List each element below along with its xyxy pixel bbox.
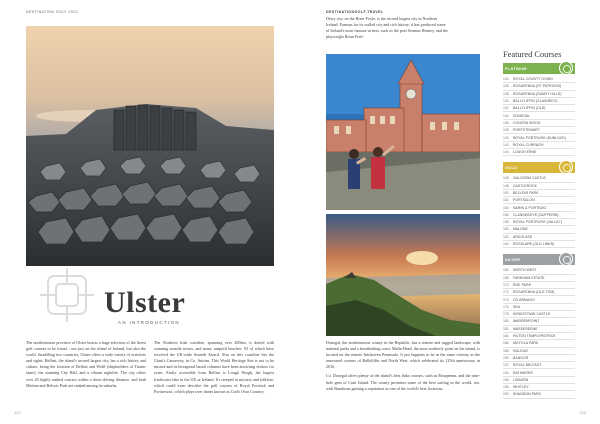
course-page-number: 146 [503,176,509,181]
course-list-item[interactable] [503,175,575,182]
course-list-item[interactable] [503,289,575,296]
course-page-number: 152 [503,198,509,203]
course-page-number: 142 [503,142,509,147]
section-header [503,162,575,173]
course-name: MALONE [513,227,528,232]
body-columns-left [26,340,274,395]
course-page-number: 132 [503,106,509,111]
course-list-item[interactable] [503,183,575,190]
derry-guildhall-photo [326,54,480,210]
section-label: SILVER [505,257,521,262]
course-page-number: 124 [503,77,509,82]
course-list-item[interactable] [503,275,575,282]
section-header [503,63,575,74]
course-list-item[interactable] [503,267,575,274]
course-page-number: 162 [503,234,509,239]
course-list-item[interactable] [503,91,575,98]
course-page-number: 188 [503,348,509,353]
course-name: RATHMORE [513,370,533,375]
course-page-number: 164 [503,242,509,247]
right-page [300,0,600,424]
body-column: The Northern Irish coastline, spanning over 200km, is dotted with stunning seaside towns, and many unspoilt beaches. 93 of which have received the UK-wide Seaside Award. Also on this coastline lies the Giant's Causeway, in Co. Antrim. This World Heritage Site is not to be missed and its hexagonal basalt columns have been attracting visitors for years. Easily accessible from Belfast is Lough Neagh, the largest freshwater lake in the UK or Ireland. It's steeped in mystery and folklore, which could even describe the golf courses of Royal Portrush and Portstewart, which plays over dunes known as God's Own Country. [154,340,274,394]
course-name: SEA [513,304,521,309]
course-name: HILTON TEMPLEPATRICK [513,334,556,339]
course-name: PORTSTEWART [513,128,540,133]
course-list-item[interactable] [503,362,575,369]
course-name: MOYOLA PARK [513,341,539,346]
course-name: CONCRA WOOD [513,120,541,125]
course-name: ROSAPENNA (SANDY HILLS) [513,91,562,96]
course-list-item[interactable] [503,149,575,156]
course-page-number: 134 [503,113,509,118]
course-page-number: 168 [503,275,509,280]
page-number-left: 122 [14,410,21,415]
course-name: ROSAPENNA (ST PATRICKS) [513,84,562,89]
course-list-item[interactable] [503,296,575,303]
course-page-number: 140 [503,135,509,140]
course-name: MASSEREENE [513,326,538,331]
course-page-number: 172 [503,290,509,295]
course-list-item[interactable] [503,112,575,119]
course-list-item[interactable] [503,226,575,233]
course-list-item[interactable] [503,384,575,391]
featured-courses-sidebar [503,50,575,405]
course-name: WHITLEY [513,385,529,390]
course-name: ROYAL PORTRUSH (DUNLUCE) [513,135,567,140]
course-name: KIRKISTOWN CASTLE [513,312,551,317]
course-list-item[interactable] [503,282,575,289]
giants-causeway-illustration [26,26,274,266]
course-page-number: 196 [503,377,509,382]
course-name: NARIN & PORTNOO [513,205,547,210]
course-name: NORTH WEST [513,268,537,273]
course-sections [503,63,575,399]
course-page-number: 154 [503,205,509,210]
course-name: PORTSALON [513,198,535,203]
body-column: Co. Donegal offers plenty of the island's best links courses, such as Rosapenna, and the nine-hole gem of Cruit Island. The county promises some of the best surfing in the world, too, with Bundoran gaining a reputation as one of the world's best locations. [326,373,480,391]
course-name: FARNHAM ESTATE [513,275,545,280]
course-list-item[interactable] [503,219,575,226]
course-name: LOUGH ERNE [513,150,537,155]
award-badge-icon [559,61,573,75]
course-page-number: 194 [503,370,509,375]
course-page-number: 144 [503,150,509,155]
giants-causeway-photo [26,26,274,266]
title-block [26,286,274,336]
coastline-sunset-photo [326,214,480,336]
course-list-item[interactable] [503,311,575,318]
course-page-number: 148 [503,183,509,188]
course-name: GALGORM CASTLE [513,176,546,181]
course-list-item[interactable] [503,127,575,134]
course-list-item[interactable] [503,197,575,204]
course-page-number: 178 [503,312,509,317]
course-list-item[interactable] [503,369,575,376]
course-page-number: 198 [503,385,509,390]
course-name: BALLYLIFFIN (OLD) [513,106,546,111]
course-section [503,162,575,248]
course-page-number: 138 [503,128,509,133]
course-name: ROYAL BELFAST [513,363,542,368]
body-column: The northernmost province of Ulster boasts a huge selection of the finest golf courses to be found – not just on the island of Ireland, but also the world. Straddling two countries, Ulster offers a wide variety of activities and sights. Belfast, the island's second largest city, has a rich history and culture, being the location of Belfast and Wolff (shipbuilders of Titanic fame), the stunning City Hall, and a vibrant nightlife. The city offers over 20 highly ranked courses within a short driving distance, and both Malone and Belvoir Park are ranked among its suburbs. [26,340,146,388]
course-page-number: 170 [503,282,509,287]
course-list-item[interactable] [503,212,575,219]
course-name: ROYAL PORTRUSH (VALLEY) [513,220,563,225]
course-list-item[interactable] [503,326,575,333]
course-name: CASTLEROCK [513,183,537,188]
body-column: Donegal, the northernmost county in the Republic, has a remote and rugged landscape, with national parks and a breathtaking coast. Malin Head, the most northerly point on the island, is located on the remote Inishowen Peninsula. It just happens to be in the same vicinity as the renowned courses of Ballyliffin and North West, which celebrated its 125th anniversary in 2016. [326,340,480,370]
course-name: ARDGLASS [513,234,533,239]
course-section [503,63,575,156]
course-list-item[interactable] [503,348,575,355]
course-page-number: 158 [503,220,509,225]
course-page-number: 174 [503,297,509,302]
course-list-item[interactable] [503,134,575,141]
page-title: Ulster [104,286,186,319]
course-list-item[interactable] [503,318,575,325]
course-page-number: 180 [503,319,509,324]
course-name: ROYAL COUNTY DOWN [513,77,553,82]
course-list-item[interactable] [503,142,575,149]
celtic-knot-icon [36,264,98,326]
course-page-number: 190 [503,355,509,360]
sidebar-title: Featured Courses [503,50,562,59]
course-name: CO ARMAGH [513,297,535,302]
coastline-sunset-illustration [326,214,480,336]
section-label: GOLD [505,165,518,170]
course-page-number: 128 [503,91,509,96]
award-badge-icon [559,160,573,174]
course-list-item[interactable] [503,105,575,112]
course-name: SHANDON PARK [513,392,542,397]
derry-guildhall-illustration [326,54,480,210]
intro-paragraph: Derry city, on the River Foyle, is the second largest city in Northern Ireland. Famous for its walled city and rich history, it has produced some of Ireland's most famous writers, such as the poet Seamus Heaney, and the playwright Brian Friel. [326,16,448,40]
course-page-number: 160 [503,227,509,232]
course-page-number: 150 [503,191,509,195]
course-page-number: 166 [503,268,509,273]
course-name: BANGOR [513,355,529,360]
body-columns-right [326,340,480,395]
course-page-number: 130 [503,99,509,104]
course-list-item[interactable] [503,204,575,211]
course-page-number: 182 [503,326,509,331]
course-list-item[interactable] [503,76,575,83]
running-head-right: DESTINATIONGOLF.TRAVEL [326,10,384,14]
course-name: BALLYLIFFIN (GLASHEDY) [513,99,558,104]
award-badge-icon [559,252,573,266]
course-name: CLANDEBOYE (DUFFERIN) [513,212,559,217]
course-page-number: 126 [503,84,509,89]
course-list-item[interactable] [503,355,575,362]
course-name: DONEGAL [513,113,531,118]
section-header [503,254,575,265]
course-list-item[interactable] [503,83,575,90]
course-page-number: 192 [503,363,509,368]
course-name: LISBURN [513,377,529,382]
page-subtitle: AN INTRODUCTION [118,320,180,325]
course-name: ROYAL CURRAGH [513,142,544,147]
course-list-item[interactable] [503,391,575,398]
course-page-number: 200 [503,392,509,397]
course-name: HOLIDAY [513,348,529,353]
course-list-item[interactable] [503,98,575,105]
running-head-left: DESTINATION GOLF 2023 [26,10,79,14]
course-list-item[interactable] [503,340,575,347]
course-page-number: 176 [503,304,509,309]
course-page-number: 186 [503,341,509,346]
course-name: WARRENPOINT [513,319,540,324]
course-name: ROSAPENNA (OLD TOM) [513,290,555,295]
course-name: BELVOIR PARK [513,191,539,195]
course-list-item[interactable] [503,304,575,311]
course-page-number: 156 [503,212,509,217]
section-label: PLATINUM [505,66,527,71]
course-list-item[interactable] [503,241,575,248]
course-name: ROSSLARE (OLD LINKS) [513,242,555,247]
course-list-item[interactable] [503,333,575,340]
course-list-item[interactable] [503,377,575,384]
course-list-item[interactable] [503,120,575,127]
course-page-number: 184 [503,334,509,339]
course-section [503,254,575,398]
course-page-number: 136 [503,120,509,125]
course-name: ROE PARK [513,282,532,287]
course-list-item[interactable] [503,234,575,241]
course-list-item[interactable] [503,190,575,197]
page-number-right: 123 [579,410,586,415]
